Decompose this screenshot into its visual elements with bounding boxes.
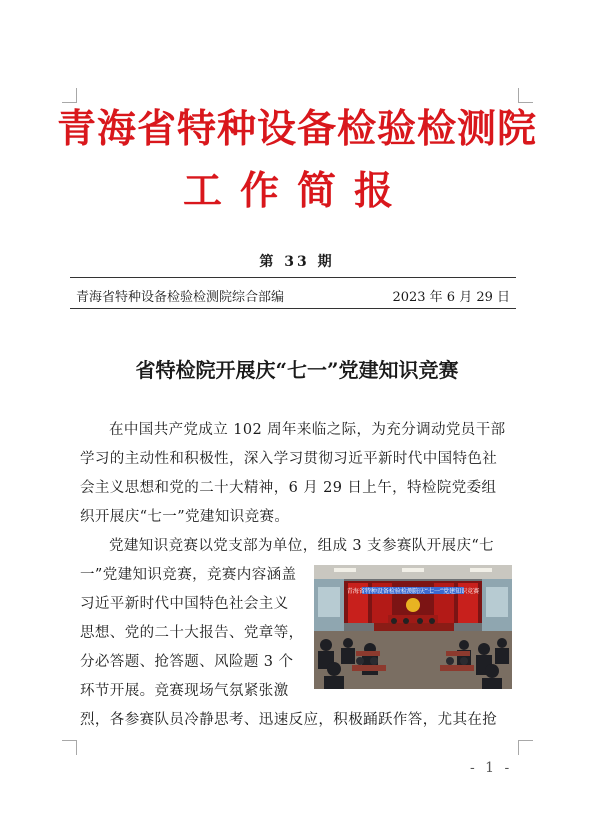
issue-date: 2023 年 6 月 29 日 [392, 290, 510, 305]
organization-title: 青海省特种设备检验检测院 [56, 106, 537, 152]
body-line-9: 分必答题、抢答题、风险题 3 个 [80, 654, 294, 670]
crop-mark-top-right [518, 88, 533, 103]
crop-mark-bottom-left [62, 740, 77, 755]
body-line-3: 会主义思想和党的二十大精神，6 月 29 日上午，特检院党委组 [80, 480, 497, 496]
page-number: - 1 - [470, 760, 513, 776]
body-line-2: 学习的主动性和积极性，深入学习贯彻习近平新时代中国特色社 [80, 451, 498, 467]
body-line-11: 烈，各参赛队员冷静思考、迅速反应，积极踊跃作答，尤其在抢 [80, 712, 498, 728]
editor-department: 青海省特种设备检验检测院综合部编 [76, 290, 285, 305]
body-line-5: 党建知识竞赛以党支部为单位，组成 3 支参赛队开展庆“七 [109, 538, 495, 554]
body-line-4: 织开展庆“七一”党建知识竞赛。 [80, 509, 290, 525]
crop-mark-bottom-right [518, 740, 533, 755]
crop-mark-top-left [62, 88, 77, 103]
body-line-1: 在中国共产党成立 102 周年来临之际，为充分调动党员干部 [109, 422, 506, 438]
event-photo [314, 565, 512, 689]
body-line-8: 思想、党的二十大报告、党章等， [80, 625, 304, 641]
body-line-10: 环节开展。竞赛现场气氛紧张激 [80, 683, 289, 699]
info-bar [70, 277, 516, 309]
party-emblem-icon [406, 598, 420, 612]
meeting-hall-photo [314, 565, 512, 689]
report-title: 工作简报 [182, 168, 411, 214]
article-headline: 省特检院开展庆“七一”党建知识竞赛 [135, 358, 459, 382]
photo-banner-text: 青海省特种设备检验检测院庆“七一”党建知识竞赛 [346, 588, 480, 595]
body-line-6: 一”党建知识竞赛，竞赛内容涵盖 [80, 567, 297, 583]
body-line-7: 习近平新时代中国特色社会主义 [80, 596, 289, 612]
issue-number: 第 33 期 [259, 254, 335, 270]
